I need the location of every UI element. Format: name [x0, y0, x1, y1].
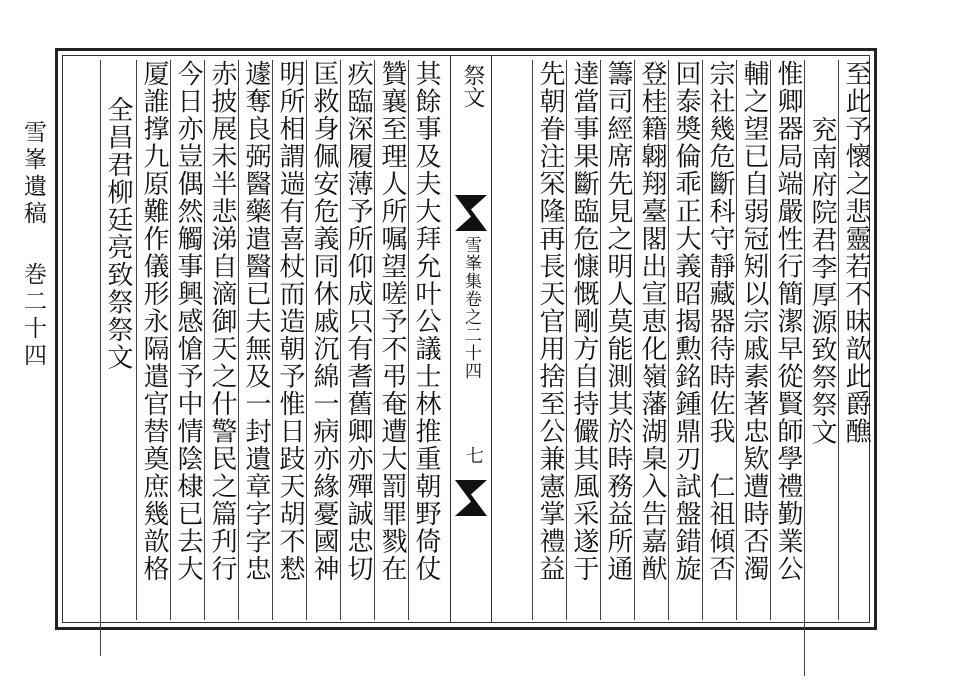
text-column-9: 達當事果斷臨危慷慨剛方自持儼其風采遂于 — [566, 60, 601, 620]
text-column-7: 登桂籍翺翔臺閣出宣恵化嶺藩湖臬入告嘉猷 — [634, 60, 669, 620]
text-column-15: 明所相謂遄有喜杖而造朝予惟日跂天胡不慭 — [272, 60, 307, 620]
text-column-16: 遽奪良弼醫藥遣醫已夫無及一封遺章字字忠 — [238, 60, 273, 620]
fold-page-number: 七 — [463, 446, 484, 464]
text-column-8: 籌司經席先見之明人莫能測其於時務益所通 — [600, 60, 635, 620]
text-column-2-heading: 兖南府院君李厚源致祭祭文 — [804, 60, 839, 676]
text-column-5: 宗社幾危斷科守靜藏器待時佐我 仁祖傾否 — [702, 60, 737, 620]
text-column-19: 厦誰撑九原難作儀形永隔遣官替奠庶幾歆格 — [136, 60, 171, 620]
fold-book-title: 雪峯集卷之二十四 — [461, 236, 481, 380]
text-column-10: 先朝眷注罙隆再長天官用捨至公兼憲掌禮益 — [532, 60, 567, 620]
margin-book-title: 雪峯遺稿 — [20, 120, 46, 228]
text-column-18: 今日亦豈偶然觸事興感愴予中情陰棣已去大 — [170, 60, 205, 620]
text-column-14: 匡救身佩安危義同休戚沉綿一病亦緣憂國神 — [306, 60, 341, 620]
text-column-20-heading: 全昌君柳廷亮致祭祭文 — [100, 60, 135, 656]
text-column-17: 赤披展未半悲涕自滴御天之什警民之篇刋行 — [204, 60, 239, 620]
text-column-12: 贊襄至理人所嘱望嗟予不弔奄遭大罰罪戮在 — [374, 60, 409, 620]
fold-heading: 祭文 — [460, 64, 485, 108]
margin-volume-label: 巻二十四 — [20, 262, 46, 370]
text-column-13: 疚臨深履薄予所仰成只有耆舊卿亦殫誠忠切 — [340, 60, 375, 620]
text-column-6: 回泰奬倫乖正大義昭揭勲銘鍾鼎刃試盤錯旋 — [668, 60, 703, 620]
text-column-4: 輔之望已自弱冠矧以宗戚素著忠欵遭時否濁 — [736, 60, 771, 620]
text-column-11: 其餘事及夫大拜允叶公議士林推重朝野倚仗 — [408, 60, 443, 620]
text-column-3: 惟卿器局端嚴性行簡潔早從賢師學禮勤業公 — [770, 60, 805, 620]
text-column-1: 至此予懷之悲靈若不昧歆此爵醮 — [838, 60, 873, 620]
